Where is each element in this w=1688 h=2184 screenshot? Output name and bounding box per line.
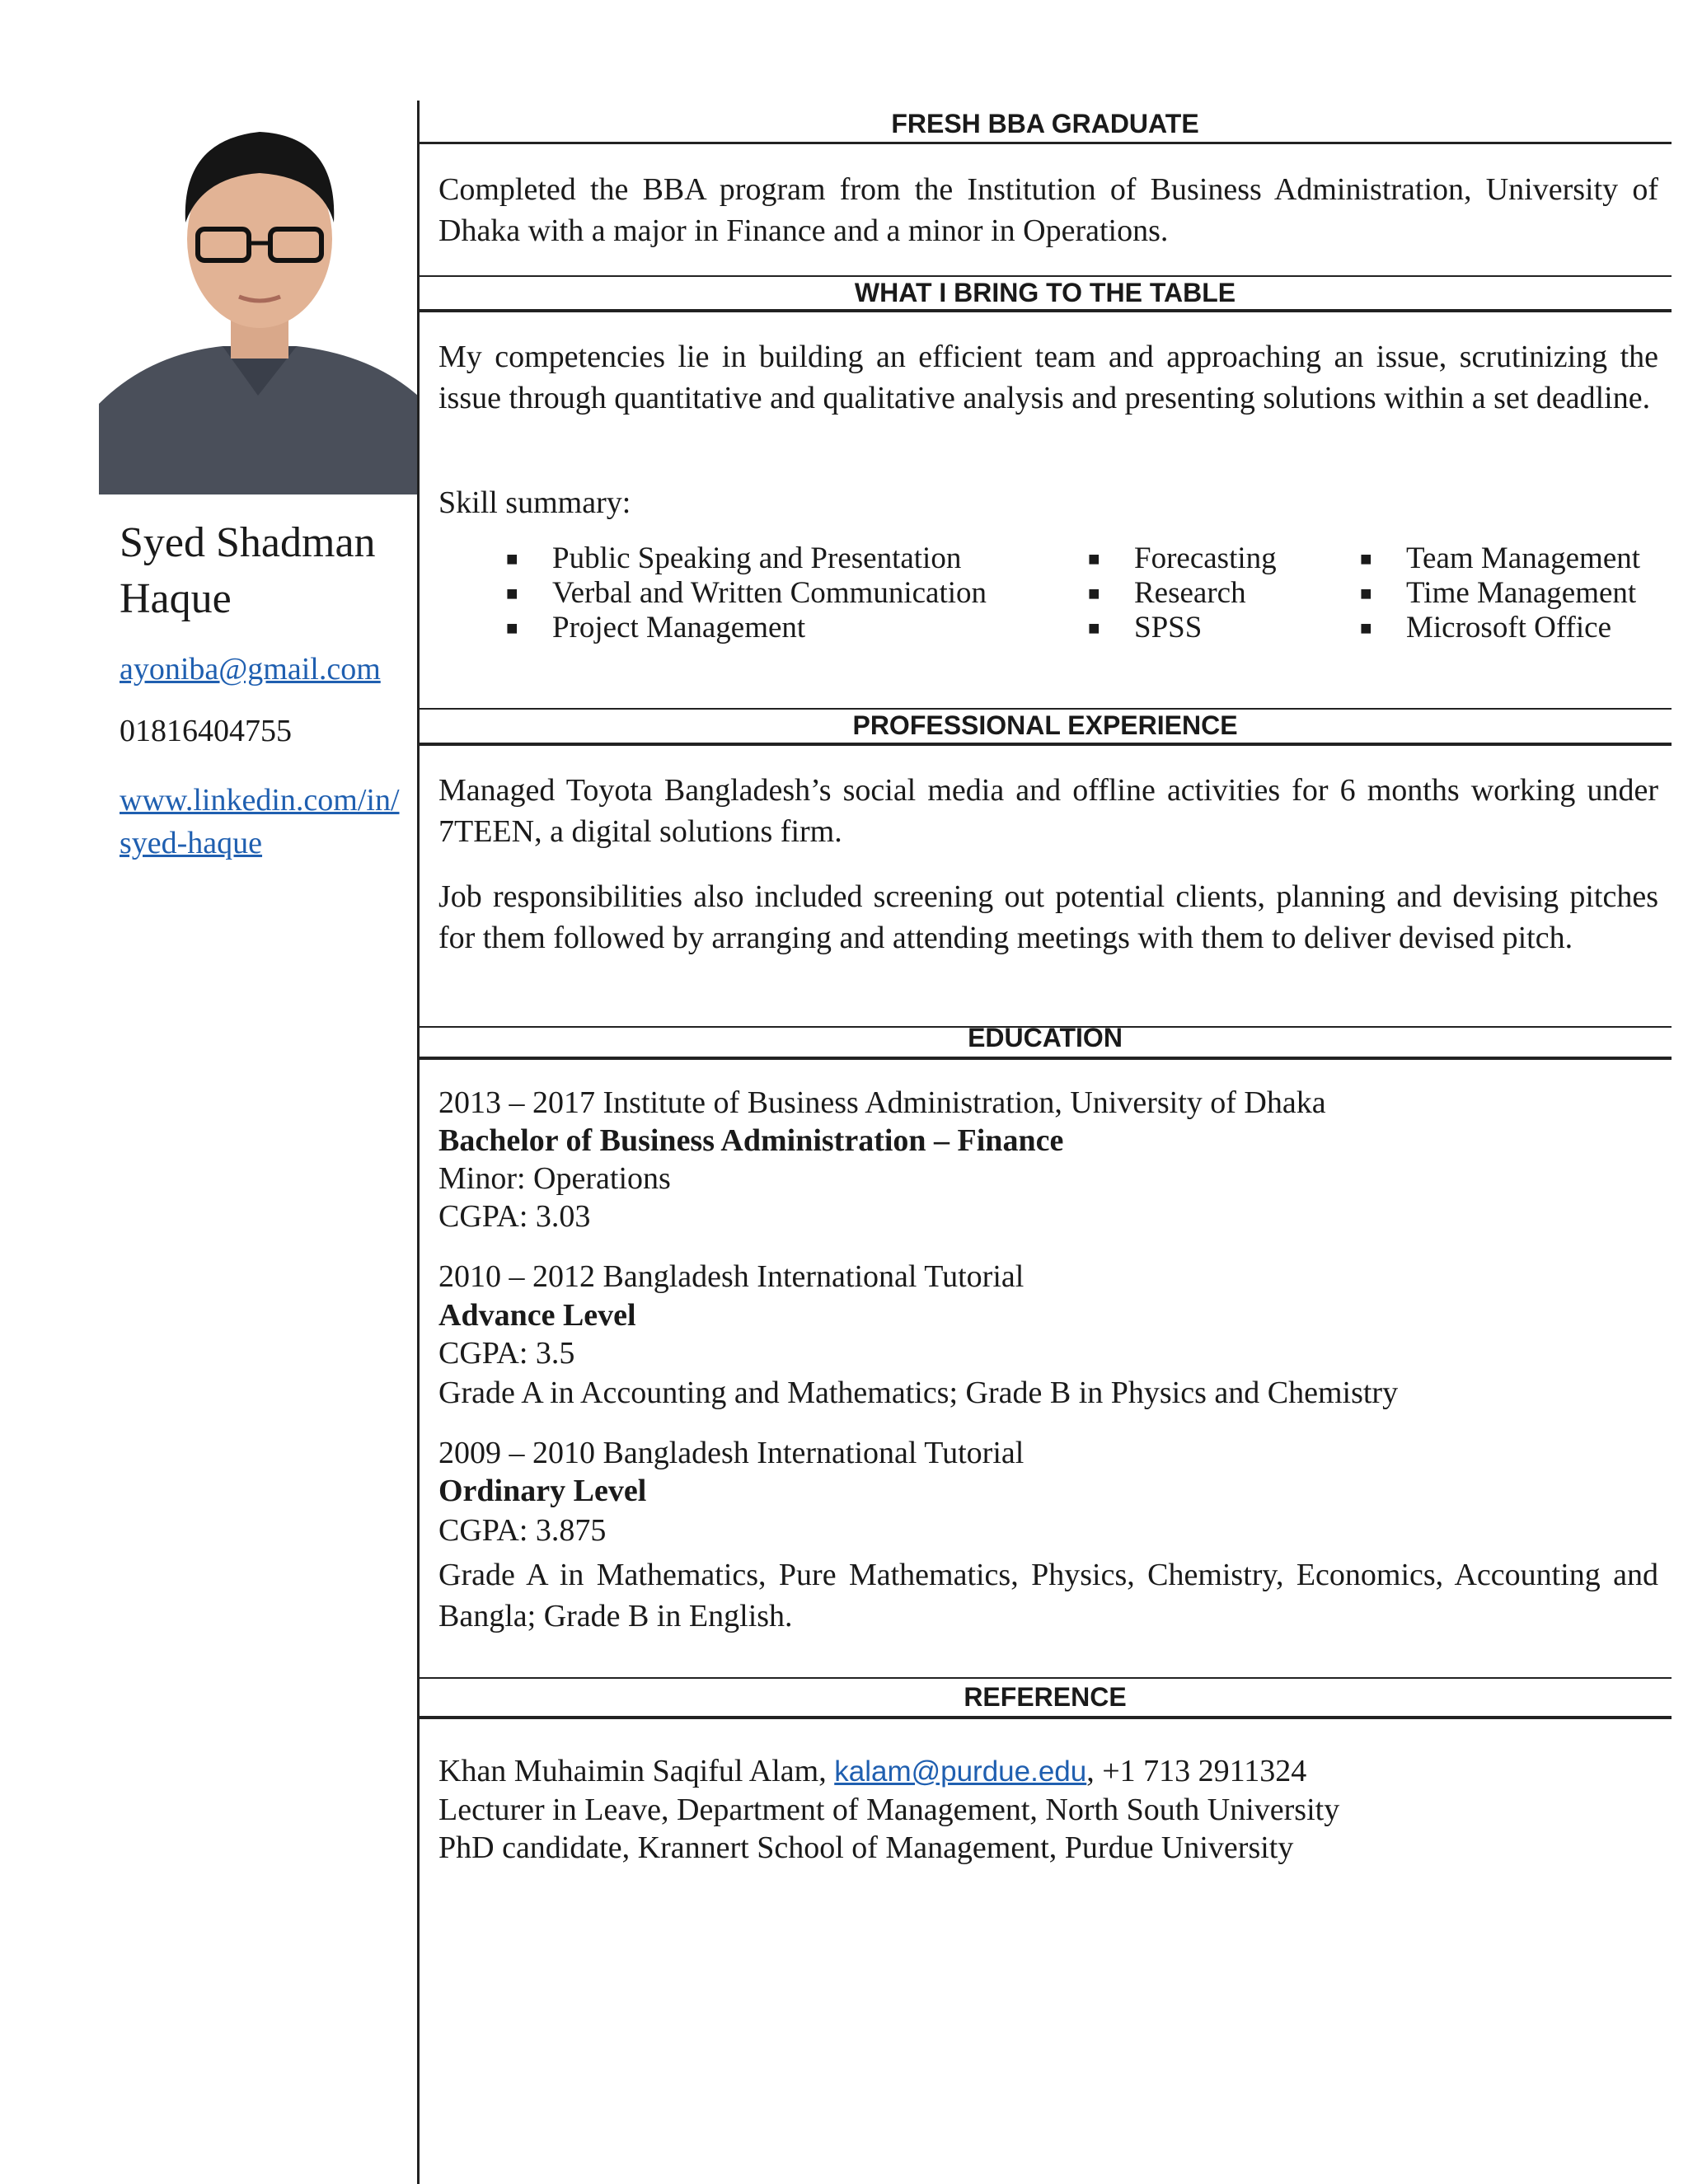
summary-text: Completed the BBA program from the Institution of Business Administration, University of Dhaka with a major in Finance and a minor in Operations.	[438, 172, 1658, 248]
profile-photo	[99, 107, 418, 494]
experience-paragraph: Managed Toyota Bangladesh’s social media and offline activities for 6 months working under 7TEEN, a digital solutions firm.	[438, 773, 1658, 849]
reference-detail: PhD candidate, Krannert School of Management, Purdue University	[438, 1830, 1294, 1865]
section-rule	[419, 142, 1672, 144]
section-heading-education: EDUCATION	[968, 1023, 1123, 1052]
skill-summary-label: Skill summary:	[438, 485, 631, 520]
section-rule	[419, 1057, 1672, 1060]
skill-item: Project Management	[552, 611, 806, 644]
bullet-icon: ■	[1088, 583, 1100, 605]
skill-item: Time Management	[1406, 576, 1637, 610]
experience-paragraph: Job responsibilities also included screening out potential clients, planning and devising pitches for them followed by arranging and attending meetings with them to deliver devised pitch.	[438, 879, 1658, 955]
phone-number: 01816404755	[120, 714, 292, 748]
bullet-icon: ■	[506, 618, 518, 640]
education-entry-header: 2009 – 2010 Bangladesh International Tutorial	[438, 1436, 1025, 1470]
bullet-icon: ■	[1360, 549, 1372, 570]
section-heading-reference: REFERENCE	[964, 1682, 1127, 1712]
bullet-icon: ■	[506, 583, 518, 605]
bullet-icon: ■	[1360, 583, 1372, 605]
linkedin-link[interactable]: www.linkedin.com/in/syed-haque	[120, 783, 400, 860]
candidate-name: Syed Shadman Haque	[120, 519, 376, 622]
email-link[interactable]: ayoniba@gmail.com	[120, 652, 381, 687]
education-entry-header: 2013 – 2017 Institute of Business Administration, University of Dhaka	[438, 1085, 1326, 1120]
education-detail: CGPA: 3.875	[438, 1513, 607, 1548]
education-detail: CGPA: 3.03	[438, 1199, 591, 1234]
section-heading-bring: WHAT I BRING TO THE TABLE	[854, 278, 1236, 307]
section-rule	[419, 275, 1672, 277]
bullet-icon: ■	[1088, 618, 1100, 640]
education-degree: Bachelor of Business Administration – Finance	[438, 1123, 1064, 1158]
education-detail: CGPA: 3.5	[438, 1336, 575, 1371]
section-rule	[419, 309, 1672, 312]
section-heading-summary: FRESH BBA GRADUATE	[891, 109, 1199, 138]
education-detail: Grade A in Accounting and Mathematics; Grade B in Physics and Chemistry	[438, 1376, 1399, 1410]
section-rule	[419, 1716, 1672, 1719]
education-detail: Minor: Operations	[438, 1161, 671, 1196]
reference-detail: Lecturer in Leave, Department of Management, North South University	[438, 1793, 1340, 1827]
skill-item: Team Management	[1406, 541, 1641, 575]
reference-name: Khan Muhaimin Saqiful Alam,	[438, 1754, 835, 1788]
section-rule	[419, 708, 1672, 710]
education-entry-header: 2010 – 2012 Bangladesh International Tutorial	[438, 1259, 1025, 1294]
section-rule	[419, 1677, 1672, 1679]
bullet-icon: ■	[1088, 549, 1100, 570]
competencies-text: My competencies lie in building an efficient team and approaching an issue, scrutinizing the issue through quantitative and qualitative analysis and presenting solutions within a set deadline.	[438, 340, 1658, 415]
skill-item: Verbal and Written Communication	[552, 576, 987, 610]
reference-email-link[interactable]: kalam@purdue.edu	[834, 1755, 1087, 1788]
section-rule	[419, 743, 1672, 746]
education-degree: Advance Level	[438, 1298, 636, 1333]
education-degree: Ordinary Level	[438, 1474, 647, 1508]
skill-item: SPSS	[1134, 611, 1203, 644]
skill-item: Public Speaking and Presentation	[552, 541, 962, 575]
column-divider	[417, 101, 420, 2184]
education-detail: Grade A in Mathematics, Pure Mathematics, Physics, Chemistry, Economics, Accounting and Bangla; Grade B in English.	[438, 1558, 1658, 1633]
skill-item: Forecasting	[1134, 541, 1277, 575]
section-heading-experience: PROFESSIONAL EXPERIENCE	[852, 710, 1238, 740]
reference-phone: , +1 713 2911324	[1086, 1754, 1307, 1788]
reference-contact	[438, 1752, 1306, 1791]
bullet-icon: ■	[1360, 618, 1372, 640]
skill-item: Research	[1134, 576, 1246, 610]
skill-item: Microsoft Office	[1406, 611, 1611, 644]
bullet-icon: ■	[506, 549, 518, 570]
